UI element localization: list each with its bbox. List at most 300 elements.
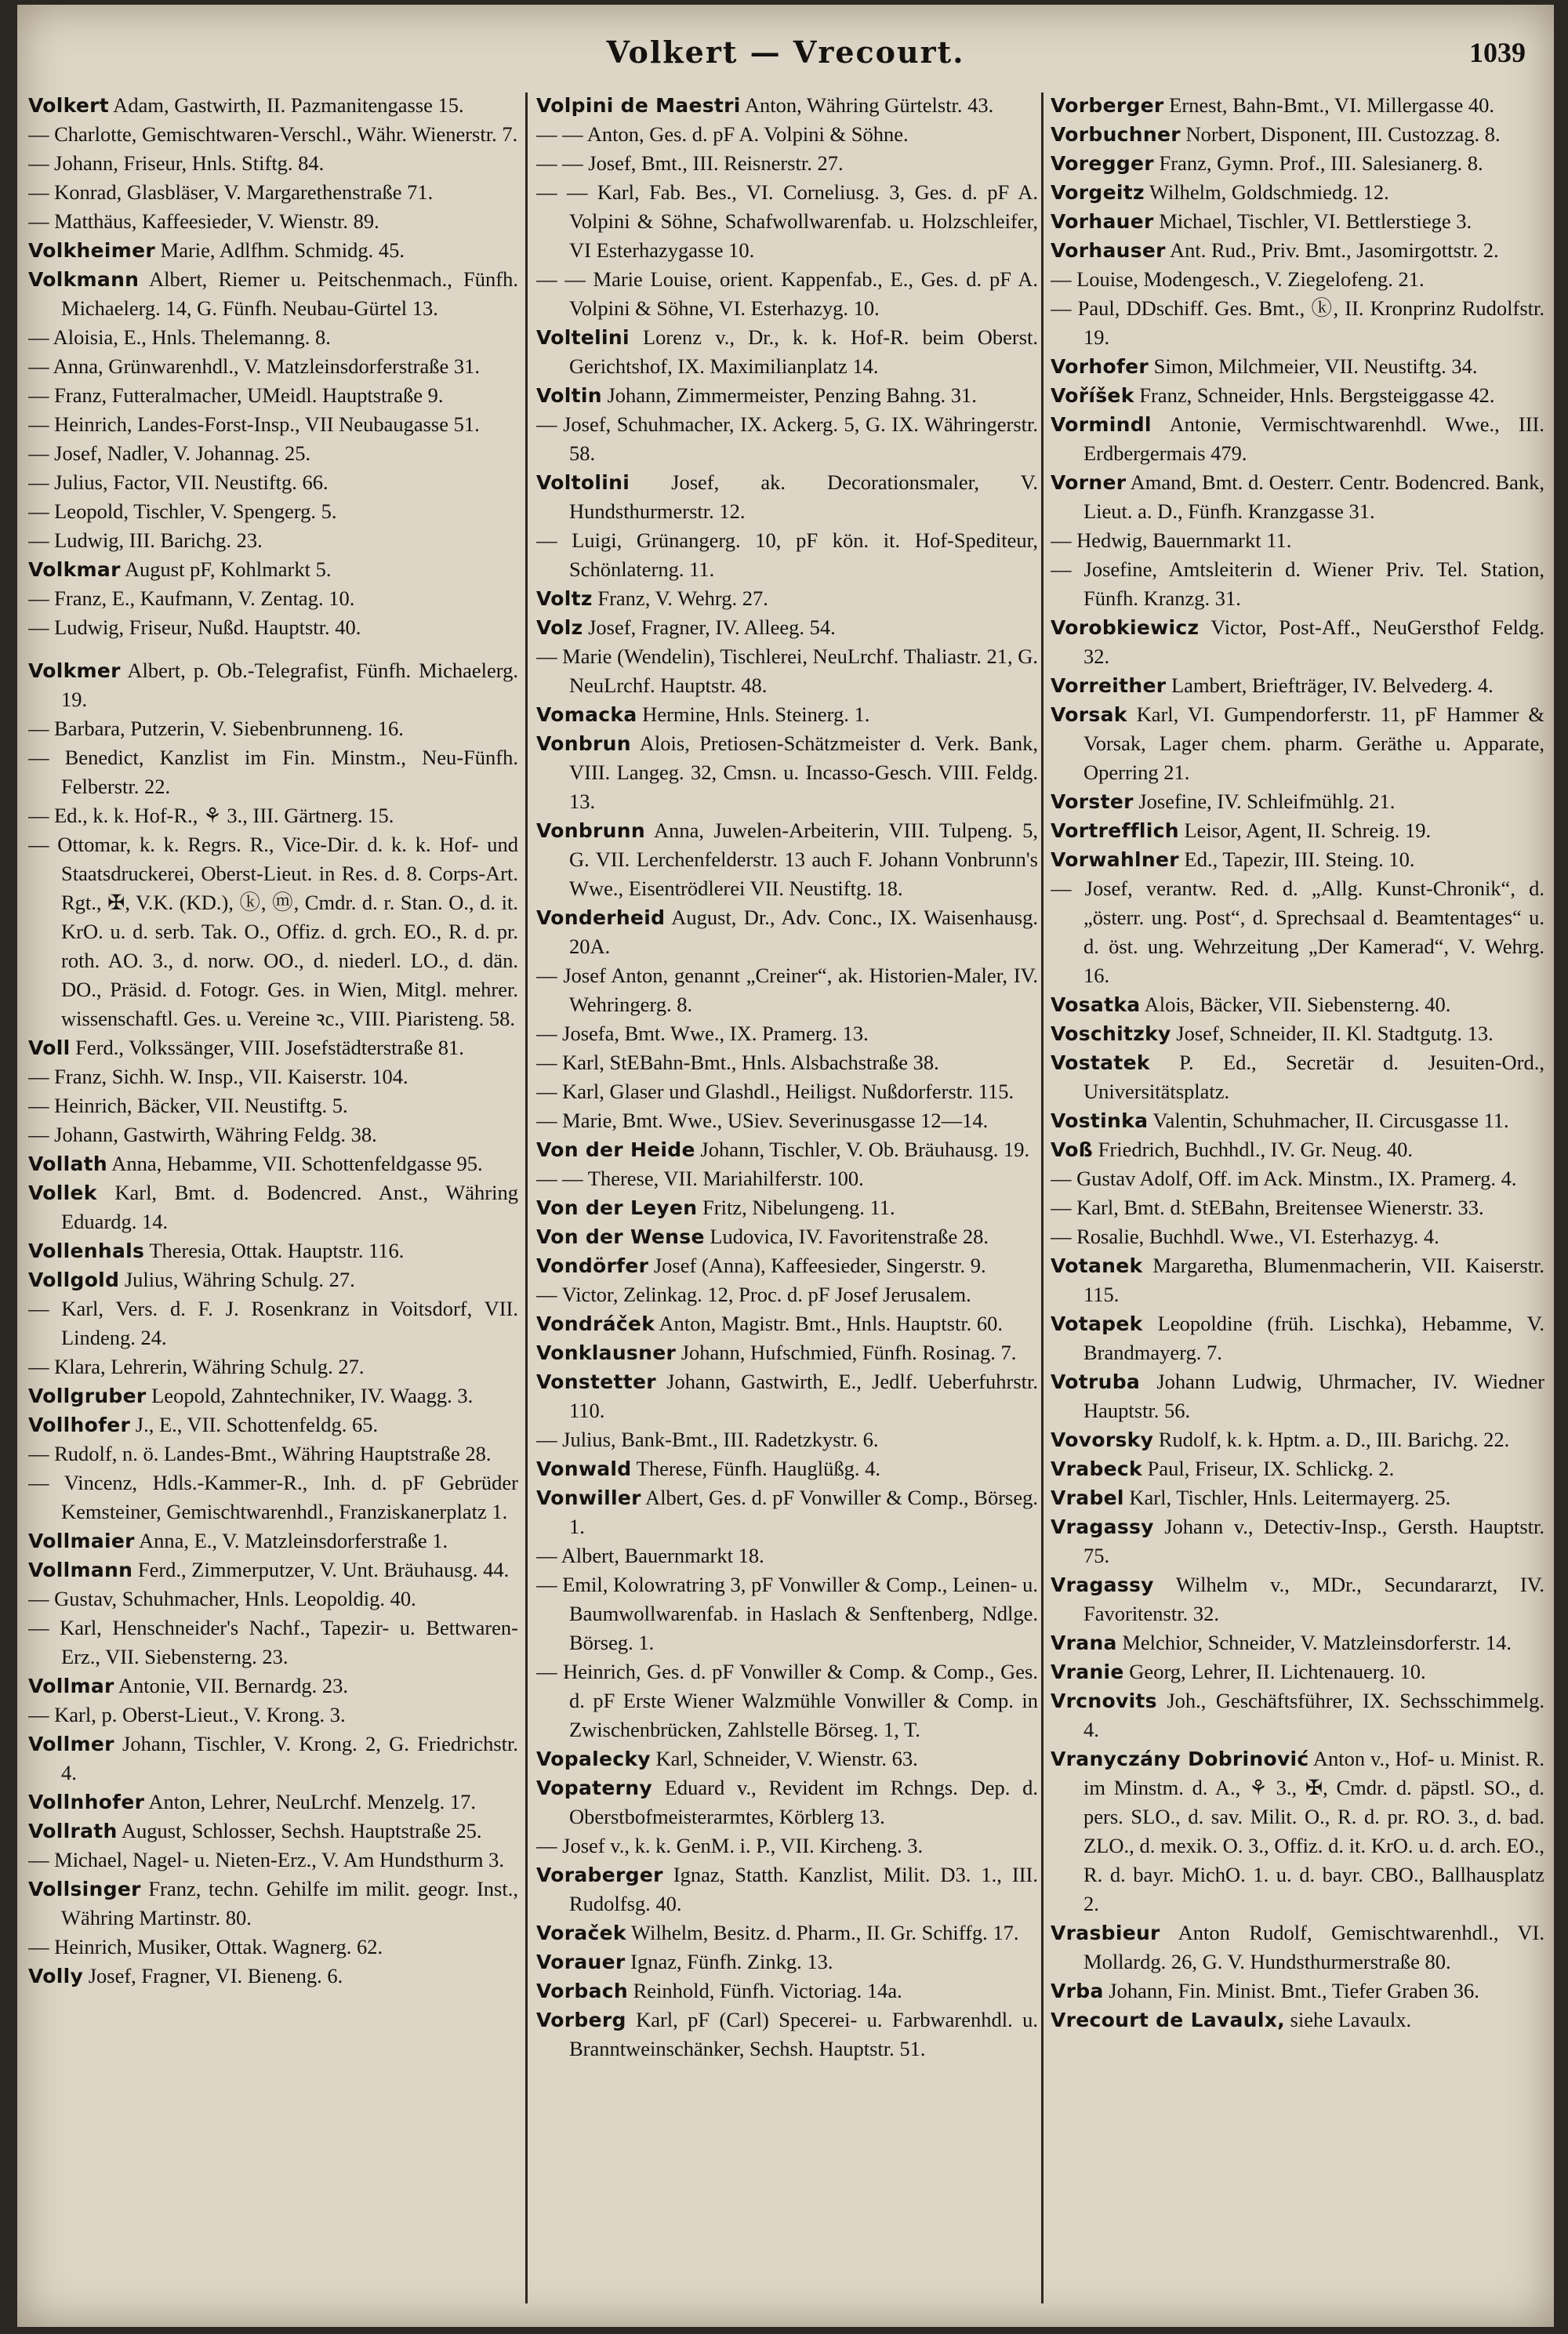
directory-entry [1051, 91, 1544, 120]
entry-surname: Volpini de Maestri [536, 94, 741, 117]
entry-details: — Heinrich, Bäcker, VII. Neustiftg. 5. [28, 1094, 348, 1117]
directory-entry [28, 1730, 518, 1788]
entry-surname: Vorgeitz [1051, 181, 1145, 204]
entry-surname: Vorster [1051, 790, 1134, 813]
entry-details: — Karl, Glaser und Glashdl., Heiligst. Nußdorferstr. 115. [536, 1080, 1014, 1103]
entry-surname: Vollmann [28, 1559, 133, 1581]
directory-entry [1051, 1686, 1544, 1744]
entry-surname: Vrasbieur [1051, 1922, 1160, 1944]
directory-entry [28, 1439, 518, 1468]
column-divider-right [1041, 93, 1044, 2303]
entry-details: — Leopold, Tischler, V. Spengerg. 5. [28, 499, 337, 523]
directory-entry [536, 1193, 1038, 1222]
directory-entry [28, 830, 518, 1033]
directory-entry [28, 381, 518, 410]
entry-details: Melchior, Schneider, V. Matzleinsdorferstr. 14. [1116, 1631, 1512, 1654]
entry-surname: Vorsak [1051, 703, 1127, 726]
entry-surname: Voltelini [536, 326, 630, 349]
entry-surname: Voříšek [1051, 384, 1134, 407]
entry-surname: Vollmar [28, 1675, 114, 1697]
directory-entry [28, 236, 518, 265]
entry-details: Anton, Währing Gürtelstr. 43. [740, 93, 994, 117]
directory-entry [1051, 381, 1544, 410]
directory-entry [1051, 526, 1544, 555]
entry-surname: Vrana [1051, 1632, 1117, 1654]
entry-details: Franz, Gymn. Prof., III. Salesianerg. 8. [1153, 151, 1483, 175]
entry-details: Ernest, Bahn-Bmt., VI. Millergasse 40. [1163, 93, 1495, 117]
directory-entry [1051, 990, 1544, 1019]
entry-surname: Volly [28, 1965, 84, 1987]
entry-surname: Vollgold [28, 1269, 120, 1291]
entry-details: Johann, Tischler, V. Ob. Bräuhausg. 19. [695, 1138, 1030, 1161]
directory-entry [1051, 178, 1544, 207]
entry-details: — Josefa, Bmt. Wwe., IX. Pramerg. 13. [536, 1022, 869, 1045]
directory-entry [1051, 1483, 1544, 1512]
column-2 [536, 91, 1038, 2310]
entry-details: — Heinrich, Ges. d. pF Vonwiller & Comp. & Comp., Ges. d. pF Erste Wiener Walzmühle Vonwiller & Comp. in Zwischenbrücken, Zahlstelle Börseg. 1, T. [536, 1660, 1038, 1741]
directory-entry [536, 2005, 1038, 2064]
entry-details: — Josef, Nadler, V. Johannag. 25. [28, 441, 311, 465]
entry-details: Lorenz v., Dr., k. k. Hof-R. beim Oberst. Gerichtshof, IX. Maximilianplatz 14. [569, 325, 1038, 378]
entry-details: — Benedict, Kanzlist im Fin. Minstm., Neu-Fünfh. Felberstr. 22. [28, 746, 518, 798]
entry-surname: Vorwahlner [1051, 848, 1179, 871]
entry-surname: Voregger [1051, 152, 1154, 175]
entry-details: Ferd., Zimmerputzer, V. Unt. Bräuhausg. 44. [132, 1558, 510, 1581]
directory-entry [28, 1468, 518, 1526]
entry-details: Ignaz, Fünfh. Zinkg. 13. [625, 1950, 833, 1973]
directory-entry [536, 381, 1038, 410]
directory-entry [536, 1048, 1038, 1077]
directory-entry [28, 714, 518, 743]
entry-details: — Ludwig, Friseur, Nußd. Hauptstr. 40. [28, 615, 361, 639]
entry-details: Ferd., Volkssänger, VIII. Josefstädterstraße 81. [70, 1036, 464, 1059]
entry-details: Rudolf, k. k. Hptm. a. D., III. Barichg. 22. [1153, 1428, 1510, 1451]
directory-entry [28, 265, 518, 323]
page-header [17, 24, 1554, 78]
entry-surname: Vomacka [536, 703, 637, 726]
entry-details: Antonie, Vermischtwarenhdl. Wwe., III. Erdbergermais 479. [1083, 412, 1544, 465]
directory-entry [536, 1657, 1038, 1744]
entry-details: Josefine, IV. Schleifmühlg. 21. [1133, 789, 1396, 813]
directory-entry [28, 743, 518, 801]
entry-surname: Vollmer [28, 1733, 114, 1755]
entry-details: Paul, Friseur, IX. Schlickg. 2. [1142, 1457, 1395, 1480]
directory-entry [1051, 352, 1544, 381]
entry-surname: Vopalecky [536, 1748, 651, 1770]
entry-surname: Vovorsky [1051, 1428, 1154, 1451]
directory-entry [28, 1178, 518, 1236]
directory-entry [536, 178, 1038, 265]
entry-surname: Voraček [536, 1922, 626, 1944]
entry-details: Karl, Schneider, V. Wienstr. 63. [650, 1747, 918, 1770]
entry-details: — Josef Anton, genannt „Creiner“, ak. Historien-Maler, IV. Wehringerg. 8. [536, 964, 1038, 1016]
entry-details: — Ludwig, III. Barichg. 23. [28, 528, 263, 552]
directory-entry [536, 1918, 1038, 1947]
entry-details: August, Schlosser, Sechsh. Hauptstraße 25. [117, 1819, 482, 1842]
entry-details: Johann Ludwig, Uhrmacher, IV. Wiedner Hauptstr. 56. [1083, 1370, 1544, 1422]
entry-surname: Vrabeck [1051, 1457, 1142, 1480]
directory-entry [28, 584, 518, 613]
directory-entry [536, 526, 1038, 584]
entry-details: — Josefine, Amtsleiterin d. Wiener Priv. Tel. Station, Fünfh. Kranzg. 31. [1051, 557, 1544, 610]
entry-details: Theresia, Ottak. Hauptstr. 116. [144, 1239, 405, 1262]
entry-surname: Vopaterny [536, 1777, 652, 1799]
entry-details: August pF, Kohlmarkt 5. [120, 557, 332, 581]
directory-entry [536, 265, 1038, 323]
entry-details: Ignaz, Statth. Kanzlist, Milit. D3. 1., III. Rudolfsg. 40. [569, 1863, 1038, 1915]
directory-entry [1051, 613, 1544, 671]
entry-details: Albert, p. Ob.-Telegrafist, Fünfh. Michaelerg. 19. [61, 659, 518, 711]
entry-details: — Michael, Nagel- u. Nieten-Erz., V. Am Hundsthurm 3. [28, 1848, 504, 1871]
directory-entry [28, 1149, 518, 1178]
entry-details: Antonie, VII. Bernardg. 23. [114, 1674, 348, 1697]
entry-details: — Karl, Henschneider's Nachf., Tapezir- u. Bettwaren-Erz., VII. Siebensterng. 23. [28, 1616, 518, 1668]
entry-details: Ant. Rud., Priv. Bmt., Jasomirgottstr. 2. [1165, 238, 1499, 262]
entry-details: — Klara, Lehrerin, Währing Schulg. 27. [28, 1355, 365, 1378]
entry-details: Valentin, Schuhmacher, II. Circusgasse 11. [1148, 1109, 1509, 1132]
page-number: 1039 [1469, 37, 1526, 68]
directory-entry [536, 468, 1038, 526]
entry-details: Josef, Fragner, IV. Alleeg. 54. [583, 615, 836, 639]
entry-details: Anton, Lehrer, NeuLrchf. Menzelg. 17. [144, 1790, 477, 1813]
directory-entry [28, 178, 518, 207]
directory-entry [1051, 120, 1544, 149]
directory-entry [1051, 1628, 1544, 1657]
directory-entry [1051, 1309, 1544, 1367]
entry-details: Marie, Adlfhm. Schmidg. 45. [155, 238, 405, 262]
directory-entry [1051, 1251, 1544, 1309]
directory-entry [1051, 1570, 1544, 1628]
directory-entry [536, 323, 1038, 381]
entry-details: Wilhelm, Goldschmiedg. 12. [1144, 180, 1389, 204]
entry-surname: Vorhauser [1051, 239, 1166, 262]
entry-surname: Vranie [1051, 1661, 1124, 1683]
entry-surname: Vorner [1051, 471, 1127, 494]
entry-surname: Vollek [28, 1182, 97, 1204]
entry-details: — Josef v., k. k. GenM. i. P., VII. Kircheng. 3. [536, 1834, 924, 1857]
entry-details: — Vincenz, Hdls.-Kammer-R., Inh. d. pF Gebrüder Kemsteiner, Gemischtwarenhdl., Franziskanerplatz 1. [28, 1471, 518, 1523]
directory-entry [1051, 874, 1544, 990]
entry-details: Ed., Tapezir, III. Steing. 10. [1178, 848, 1415, 871]
directory-entry [28, 120, 518, 149]
directory-entry [28, 656, 518, 714]
entry-details: Simon, Milchmeier, VII. Neustiftg. 34. [1149, 354, 1478, 378]
entry-details: — Gustav Adolf, Off. im Ack. Minstm., IX. Pramerg. 4. [1051, 1167, 1517, 1190]
entry-details: Anna, E., V. Matzleinsdorferstraße 1. [134, 1529, 448, 1552]
entry-surname: Volz [536, 616, 583, 639]
entry-details: — Heinrich, Landes-Forst-Insp., VII Neubaugasse 51. [28, 412, 480, 436]
entry-surname: Vonwald [536, 1457, 632, 1480]
entry-surname: Vorberger [1051, 94, 1164, 117]
entry-details: Victor, Post-Aff., NeuGersthof Feldg. 32. [1083, 615, 1544, 668]
entry-details: Margaretha, Blumenmacherin, VII. Kaiserstr. 115. [1083, 1254, 1544, 1306]
directory-entry [28, 1294, 518, 1352]
directory-entry [1051, 410, 1544, 468]
entry-surname: Vondráček [536, 1312, 655, 1335]
entry-details: Fritz, Nibelungeng. 11. [697, 1196, 895, 1219]
entry-details: — Gustav, Schuhmacher, Hnls. Leopoldig. 40. [28, 1587, 416, 1610]
entry-details: — Hedwig, Bauernmarkt 11. [1051, 528, 1292, 552]
directory-entry [536, 961, 1038, 1019]
column-3 [1051, 91, 1544, 2310]
directory-entry [28, 468, 518, 497]
entry-surname: Voraberger [536, 1864, 663, 1886]
entry-details: — Julius, Bank-Bmt., III. Radetzkystr. 6. [536, 1428, 879, 1451]
entry-details: Wilhelm, Besitz. d. Pharm., II. Gr. Schiffg. 17. [626, 1921, 1019, 1944]
entry-details: Alois, Bäcker, VII. Siebensterng. 40. [1140, 993, 1451, 1016]
directory-entry [28, 1120, 518, 1149]
entry-surname: Vollrath [28, 1820, 118, 1842]
entry-surname: Vorbuchner [1051, 123, 1181, 146]
directory-entry [1051, 2005, 1544, 2035]
directory-entry [28, 1265, 518, 1294]
directory-entry [28, 1846, 518, 1875]
directory-entry [28, 1701, 518, 1730]
entry-details: — Ed., k. k. Hof-R., ⚘ 3., III. Gärtnerg. 15. [28, 804, 394, 827]
entry-details: Franz, techn. Gehilfe im milit. geogr. Inst., Währing Martinstr. 80. [61, 1877, 518, 1929]
entry-surname: Volkmar [28, 558, 121, 581]
entry-surname: Von der Wense [536, 1225, 705, 1248]
entry-details: — Victor, Zelinkag. 12, Proc. d. pF Josef Jerusalem. [536, 1283, 971, 1306]
directory-entry [28, 149, 518, 178]
directory-entry [28, 323, 518, 352]
entry-details: Norbert, Disponent, III. Custozzag. 8. [1180, 122, 1501, 146]
entry-details: — Rudolf, n. ö. Landes-Bmt., Währing Hauptstraße 28. [28, 1442, 492, 1465]
directory-entry [536, 1541, 1038, 1570]
directory-entry [536, 1251, 1038, 1280]
directory-entry [536, 1222, 1038, 1251]
entry-details: Ludovica, IV. Favoritenstraße 28. [704, 1225, 989, 1248]
entry-surname: Vonbrunn [536, 819, 645, 842]
entry-details: — Paul, DDschiff. Ges. Bmt., ⓚ, II. Kronprinz Rudolfstr. 19. [1051, 296, 1544, 349]
entry-surname: Voltz [536, 587, 593, 610]
directory-entry [536, 1744, 1038, 1773]
entry-details: siehe Lavaulx. [1284, 2008, 1412, 2031]
entry-surname: Voltin [536, 384, 602, 407]
running-title: Volkert — Vrecourt. [606, 34, 965, 70]
directory-entry [1051, 1918, 1544, 1976]
entry-details: — Franz, Futteralmacher, UMeidl. Hauptstraße 9. [28, 383, 444, 407]
entry-details: Josef (Anna), Kaffeesieder, Singerstr. 9. [648, 1254, 986, 1277]
directory-entry [28, 1788, 518, 1817]
entry-surname: Vollnhofer [28, 1791, 145, 1813]
directory-entry [28, 352, 518, 381]
entry-details: Johann, Fin. Minist. Bmt., Tiefer Graben 36. [1103, 1979, 1479, 2002]
entry-surname: Votruba [1051, 1370, 1141, 1393]
entry-surname: Vonklausner [536, 1341, 677, 1364]
entry-details: Georg, Lehrer, II. Lichtenauerg. 10. [1123, 1660, 1426, 1683]
directory-entry [28, 1091, 518, 1120]
entry-details: — Franz, E., Kaufmann, V. Zentag. 10. [28, 586, 355, 610]
entry-details: Josef, Schneider, II. Kl. Stadtgutg. 13. [1171, 1022, 1494, 1045]
entry-details: Michael, Tischler, VI. Bettlerstiege 3. [1153, 209, 1472, 233]
entry-details: Karl, Bmt. d. Bodencred. Anst., Währing Eduardg. 14. [61, 1181, 518, 1233]
entry-details: August, Dr., Adv. Conc., IX. Waisenhausg. 20A. [569, 906, 1038, 958]
entry-details: Lambert, Briefträger, IV. Belvederg. 4. [1166, 673, 1494, 697]
entry-details: — Luigi, Grünangerg. 10, pF kön. it. Hof-Spediteur, Schönlaterng. 11. [536, 528, 1038, 581]
directory-entry [1051, 1454, 1544, 1483]
directory-entry [28, 1410, 518, 1439]
entry-details: — Julius, Factor, VII. Neustiftg. 66. [28, 470, 328, 494]
directory-entry [1051, 1106, 1544, 1135]
directory-entry [1051, 1193, 1544, 1222]
directory-entry [1051, 816, 1544, 845]
directory-entry [536, 613, 1038, 642]
entry-surname: Volkert [28, 94, 110, 117]
directory-entry [536, 1106, 1038, 1135]
entry-details: — Marie, Bmt. Wwe., USiev. Severinusgasse 12—14. [536, 1109, 989, 1132]
entry-details: Karl, Tischler, Hnls. Leitermayerg. 25. [1123, 1486, 1451, 1509]
directory-entry [1051, 845, 1544, 874]
entry-details: — Franz, Sichh. W. Insp., VII. Kaiserstr. 104. [28, 1065, 408, 1088]
directory-entry [28, 1555, 518, 1584]
entry-details: Eduard v., Revident im Rchngs. Dep. d. Oberstbofmeisterarmtes, Körblerg 13. [569, 1776, 1038, 1828]
directory-entry [536, 1077, 1038, 1106]
directory-entry [536, 120, 1038, 149]
entry-details: Albert, Ges. d. pF Vonwiller & Comp., Börseg. 1. [569, 1486, 1038, 1538]
directory-entry [1051, 149, 1544, 178]
directory-entry [28, 1381, 518, 1410]
directory-entry [1051, 671, 1544, 700]
directory-entry [28, 613, 518, 642]
entry-details: — — Anton, Ges. d. pF A. Volpini & Söhne. [536, 122, 909, 146]
entry-details: Franz, Schneider, Hnls. Bergsteiggasse 42. [1134, 383, 1495, 407]
directory-entry [28, 1933, 518, 1962]
directory-entry [536, 903, 1038, 961]
entry-surname: Volkmann [28, 268, 140, 291]
directory-entry [536, 1309, 1038, 1338]
directory-entry [536, 642, 1038, 700]
entry-details: — Emil, Kolowratring 3, pF Vonwiller & Comp., Leinen- u. Baumwollwarenfab. in Haslach & Senftenberg, Ndlge. Börseg. 1. [536, 1573, 1038, 1654]
directory-entry [28, 410, 518, 439]
entry-surname: Vollsinger [28, 1878, 141, 1900]
directory-entry [28, 91, 518, 120]
directory-entry [536, 1019, 1038, 1048]
directory-entry [1051, 207, 1544, 236]
entry-details: Therese, Fünfh. Hauglüßg. 4. [631, 1457, 880, 1480]
entry-surname: Vosatka [1051, 993, 1141, 1016]
entry-surname: Vrba [1051, 1980, 1104, 2002]
entry-details: — — Therese, VII. Mariahilferstr. 100. [536, 1167, 864, 1190]
directory-entry [28, 1613, 518, 1672]
entry-surname: Voß [1051, 1138, 1094, 1161]
directory-entry [28, 1875, 518, 1933]
entry-details: Anton v., Hof- u. Minist. R. im Minstm. d. A., ⚘ 3., ✠, Cmdr. d. päpstl. SO., d. pers. SLO., d. sav. Milit. O., R. d. pr. RO. 3., d. bad. ZLO., d. mexik. O. 3., Offiz. d. it. KrO. u. d. arch. EO., R. d. bayr. MichO. 1. u. d. bayr. CBO., Ballhausplatz 2. [1083, 1747, 1544, 1915]
directory-entry [28, 526, 518, 555]
entry-details: — Josef, verantw. Red. d. „Allg. Kunst-Chronik“, d. „österr. ung. Post“, d. Sprechsaal d. Beamtentages“ u. d. öst. ung. Wehrzeitung „Der Kamerad“, V. Wehrg. 16. [1051, 877, 1544, 987]
entry-surname: Vonwiller [536, 1486, 641, 1509]
entry-details: Josef, Fragner, VI. Bieneng. 6. [83, 1964, 343, 1987]
entry-surname: Vorreither [1051, 674, 1167, 697]
entry-details: — Ottomar, k. k. Regrs. R., Vice-Dir. d. k. k. Hof- und Staatsdruckerei, Oberst-Lieut. in Res. d. 8. Corps-Art. Rgt., ✠, V.K. (KD.), ⓚ, ⓜ, Cmdr. d. r. Stan. O., d. it. KrO. u. d. serb. Tak. O., Offiz. d. grch. EO., R. d. pr. roth. AO. 3., d. norw. OO., d. niederl. LO., d. dän. DO., Präsid. d. Fotogr. Ges. in Wien, Mitgl. mehrer. wissenschaftl. Ges. u. Vereine ꝛc., VIII. Piaristeng. 58. [28, 833, 518, 1030]
entry-surname: Vortrefflich [1051, 819, 1179, 842]
directory-entry [1051, 1512, 1544, 1570]
directory-entry [1051, 1657, 1544, 1686]
directory-entry [28, 801, 518, 830]
entry-details: Julius, Währing Schulg. 27. [119, 1268, 355, 1291]
entry-details: Anna, Juwelen-Arbeiterin, VIII. Tulpeng. 5, G. VII. Lerchenfelderstr. 13 auch F. Johann Vonbrunn's Wwe., Eisentrödlerei VII. Neustiftg. 18. [569, 819, 1038, 900]
entry-details: Franz, V. Wehrg. 27. [592, 586, 768, 610]
entry-surname: Voschitzky [1051, 1022, 1171, 1045]
directory-entry [1051, 1135, 1544, 1164]
directory-entry [28, 1672, 518, 1701]
entry-surname: Vollmaier [28, 1530, 135, 1552]
directory-entry [536, 1570, 1038, 1657]
entry-surname: Voltolini [536, 471, 630, 494]
entry-details: Johann, Tischler, V. Krong. 2, G. Friedrichstr. 4. [61, 1732, 518, 1784]
directory-entry [536, 1425, 1038, 1454]
directory-entry [536, 1367, 1038, 1425]
directory-entry [536, 410, 1038, 468]
entry-details: Wilhelm v., MDr., Secundararzt, IV. Favoritenstr. 32. [1083, 1573, 1544, 1625]
entry-details: Friedrich, Buchhdl., IV. Gr. Neug. 40. [1093, 1138, 1414, 1161]
directory-entry [1051, 236, 1544, 265]
entry-details: — Heinrich, Musiker, Ottak. Wagnerg. 62. [28, 1935, 383, 1958]
entry-surname: Vorhauer [1051, 210, 1154, 233]
entry-details: Hermine, Hnls. Steinerg. 1. [637, 702, 870, 726]
entry-details: — Johann, Friseur, Hnls. Stiftg. 84. [28, 151, 325, 175]
column-divider-left [525, 93, 528, 2303]
entry-details: — Albert, Bauernmarkt 18. [536, 1544, 764, 1567]
entry-details: Josef, ak. Decorationsmaler, V. Hundsthurmerstr. 12. [569, 470, 1038, 523]
entry-details: — Johann, Gastwirth, Währing Feldg. 38. [28, 1123, 377, 1146]
entry-surname: Vrabel [1051, 1486, 1124, 1509]
directory-entry [536, 1338, 1038, 1367]
entry-surname: Votanek [1051, 1254, 1143, 1277]
entry-surname: Vollgruber [28, 1385, 147, 1407]
entry-details: P. Ed., Secretär d. Jesuiten-Ord., Universitätsplatz. [1083, 1051, 1544, 1103]
entry-surname: Vostinka [1051, 1109, 1149, 1132]
entry-details: — Barbara, Putzerin, V. Siebenbrunneng. 16. [28, 717, 404, 740]
entry-surname: Vostatek [1051, 1051, 1150, 1074]
directory-entry [1051, 1367, 1544, 1425]
directory-entry [536, 149, 1038, 178]
entry-surname: Vorhofer [1051, 355, 1149, 378]
entry-surname: Vrcnovits [1051, 1690, 1157, 1712]
entry-details: — Aloisia, E., Hnls. Thelemanng. 8. [28, 325, 331, 349]
entry-details: Alois, Pretiosen-Schätzmeister d. Verk. Bank, VIII. Langeg. 32, Cmsn. u. Incasso-Gesch. VIII. Feldg. 13. [569, 731, 1038, 813]
entry-details: — Karl, StEBahn-Bmt., Hnls. Alsbachstraße 38. [536, 1051, 939, 1074]
column-1 [28, 91, 518, 2310]
directory-entry [1051, 1425, 1544, 1454]
entry-details: Anton, Magistr. Bmt., Hnls. Hauptstr. 60. [655, 1312, 1004, 1335]
entry-details: Amand, Bmt. d. Oesterr. Centr. Bodencred. Bank, Lieut. a. D., Fünfh. Kranzgasse 31. [1083, 470, 1544, 523]
entry-details: Albert, Riemer u. Peitschenmach., Fünfh. Michaelerg. 14, G. Fünfh. Neubau-Gürtel 13. [61, 267, 518, 320]
entry-details: — Karl, Vers. d. F. J. Rosenkranz in Voitsdorf, VII. Lindeng. 24. [28, 1297, 518, 1349]
directory-entry [536, 1773, 1038, 1831]
entry-details: Joh., Geschäftsführer, IX. Sechsschimmelg. 4. [1083, 1689, 1544, 1741]
entry-details: — Anna, Grünwarenhdl., V. Matzleinsdorferstraße 31. [28, 354, 480, 378]
directory-entry [536, 1976, 1038, 2005]
directory-entry [28, 207, 518, 236]
directory-entry [536, 1483, 1038, 1541]
entry-details: — Charlotte, Gemischtwaren-Verschl., Währ. Wienerstr. 7. [28, 122, 518, 146]
directory-entry [536, 1135, 1038, 1164]
directory-entry [28, 1033, 518, 1062]
entry-surname: Vollenhals [28, 1240, 145, 1262]
entry-details: — Konrad, Glasbläser, V. Margarethenstraße 71. [28, 180, 434, 204]
entry-surname: Vrecourt de Lavaulx, [1051, 2009, 1285, 2031]
directory-entry [28, 1236, 518, 1265]
entry-details: — Karl, p. Oberst-Lieut., V. Krong. 3. [28, 1703, 346, 1726]
directory-entry [28, 1526, 518, 1555]
entry-surname: Von der Heide [536, 1138, 695, 1161]
entry-surname: Vonderheid [536, 906, 666, 929]
entry-details: Leopold, Zahntechniker, IV. Waagg. 3. [146, 1384, 474, 1407]
entry-details: Leopoldine (früh. Lischka), Hebamme, V. Brandmayerg. 7. [1083, 1312, 1544, 1364]
entry-details: J., E., VII. Schottenfeldg. 65. [130, 1413, 379, 1436]
entry-surname: Vonbrun [536, 732, 631, 755]
